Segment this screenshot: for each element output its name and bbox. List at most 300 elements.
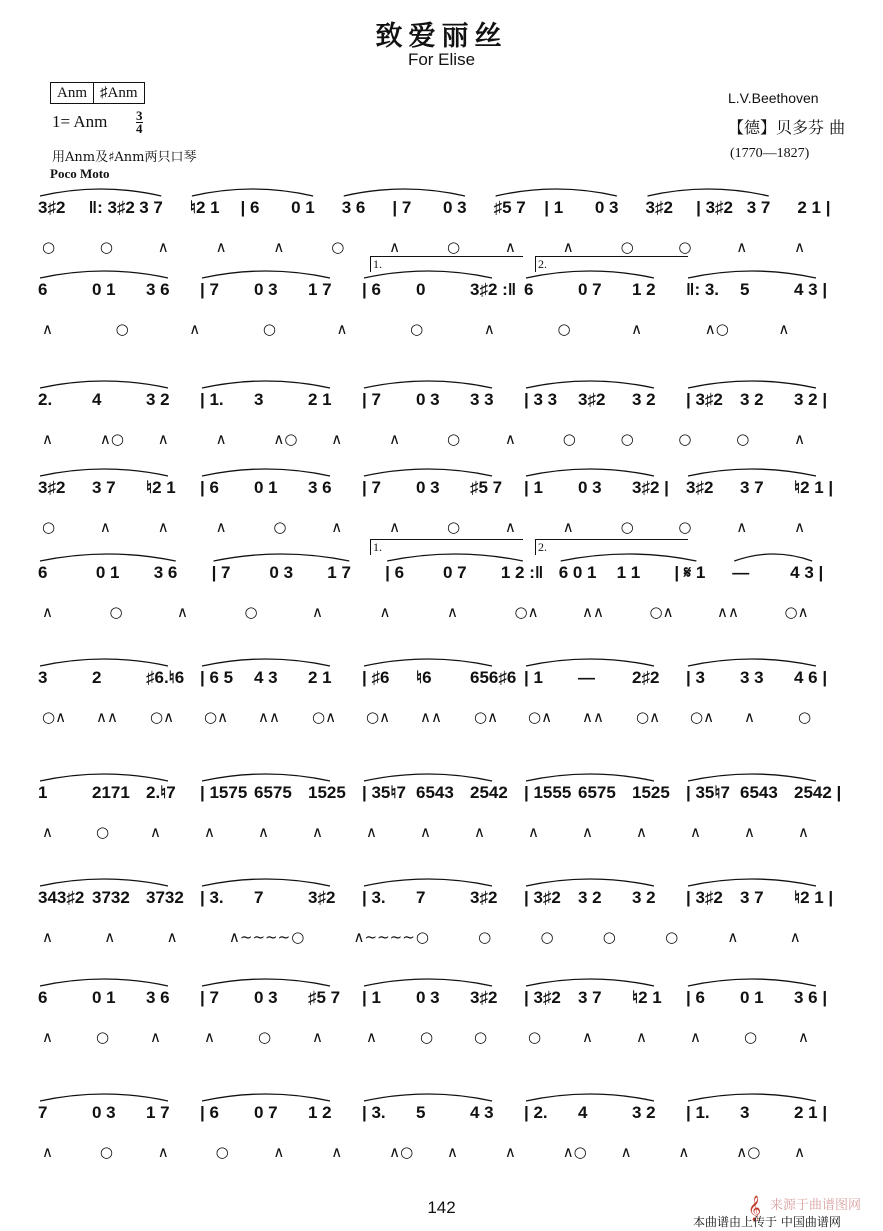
slur-arc xyxy=(364,659,492,666)
breath-row xyxy=(30,238,860,258)
breath-mark: ∧ xyxy=(690,823,701,841)
note-group: 0 3 xyxy=(416,478,440,497)
note-group: 4 3 | xyxy=(794,280,828,299)
note-group: 0 3 xyxy=(594,198,619,217)
note-group: 3 7 xyxy=(740,478,764,497)
note-group: 6543 xyxy=(416,783,454,802)
note-row xyxy=(30,198,860,226)
breath-mark: ○ xyxy=(273,518,287,536)
breath-mark: ○∧ xyxy=(690,708,715,726)
note-group: 4 3 | xyxy=(790,563,824,582)
note-group: | 7 xyxy=(211,563,231,582)
note-group: 3 3 xyxy=(740,668,764,687)
note-group: 7 xyxy=(254,888,264,907)
note-group: 5 xyxy=(416,1103,426,1122)
note-group: 3 6 xyxy=(146,988,170,1007)
breath-mark: ○ xyxy=(99,1143,113,1161)
note-group: 0 1 xyxy=(95,563,120,582)
note-group: 3♯2 xyxy=(470,888,498,907)
note-group: 3♯2 xyxy=(686,478,714,497)
note-group: | 7 xyxy=(392,198,412,217)
slur-arc xyxy=(688,979,816,986)
note-row xyxy=(30,988,860,1016)
note-group: | 3. xyxy=(200,888,224,907)
note-group: 4 3 xyxy=(254,668,278,687)
breath-mark: ○ xyxy=(528,1028,542,1046)
breath-mark: ∧ xyxy=(166,928,178,946)
breath-mark: ∧ xyxy=(504,238,516,256)
breath-mark: ∧ xyxy=(42,603,53,621)
slur-arc xyxy=(526,979,654,986)
note-group: 3 xyxy=(740,1103,750,1122)
breath-mark: ∧ xyxy=(42,430,53,448)
breath-mark: ∧ xyxy=(620,1143,632,1161)
note-group: ♮2 1 xyxy=(189,198,220,217)
composer-english: L.V.Beethoven xyxy=(728,90,819,106)
breath-mark: ∧○ xyxy=(704,320,729,338)
note-group: — xyxy=(578,668,595,687)
breath-mark: ∧ xyxy=(582,823,593,841)
tempo-marking: Poco Moto xyxy=(50,166,110,181)
breath-mark: ∧ xyxy=(273,238,285,256)
breath-mark: ∧ xyxy=(189,320,201,338)
slur-arc xyxy=(344,189,465,196)
slur-arc xyxy=(688,774,816,781)
watermark-source: 来源于曲谱图网 xyxy=(770,1198,862,1213)
note-group: 3 xyxy=(38,668,48,687)
note-group: | 7 xyxy=(362,478,381,497)
note-group: | 3♯2 xyxy=(696,198,734,217)
note-group: 7 xyxy=(416,888,426,907)
note-group: 2542 xyxy=(470,783,508,802)
breath-row xyxy=(30,928,860,948)
breath-mark: ∧ xyxy=(331,518,343,536)
note-group: 0 7 xyxy=(254,1103,278,1122)
harp-key-2: ♯Anm xyxy=(93,83,144,103)
note-group: 1 7 xyxy=(327,563,351,582)
note-group: 3732 xyxy=(146,888,184,907)
note-group: — xyxy=(732,563,750,582)
note-group: | 6 xyxy=(200,478,219,497)
breath-mark: ○ xyxy=(665,928,679,946)
note-group: 0 3 xyxy=(443,198,467,217)
breath-mark: ∧∧ xyxy=(258,708,280,726)
breath-mark: ∧ xyxy=(204,1028,215,1046)
breath-mark: ∧ xyxy=(157,238,169,256)
breath-mark: ∧○ xyxy=(562,1143,587,1161)
slur-arc xyxy=(202,271,330,278)
breath-mark: ○ xyxy=(736,430,750,448)
note-group: 3♯2 xyxy=(38,478,66,497)
breath-mark: ○ xyxy=(620,518,634,536)
slur-arc xyxy=(40,381,168,388)
note-group: 3 6 xyxy=(308,478,332,497)
slur-arc xyxy=(40,189,161,196)
note-group: 4 6 | xyxy=(794,668,828,687)
breath-mark: ∧~~~~ xyxy=(228,928,291,946)
note-group: | 1555 xyxy=(524,783,572,802)
note-group: 1 xyxy=(38,783,48,802)
note-group: 1525 xyxy=(632,783,670,802)
breath-mark: ○ xyxy=(96,1028,110,1046)
breath-row xyxy=(30,708,860,728)
note-group: ♮2 1 xyxy=(146,478,176,497)
slur-marks xyxy=(30,970,860,1065)
breath-mark: ∧ xyxy=(379,603,391,621)
treble-clef-icon: 𝄞 xyxy=(748,1196,762,1221)
note-row xyxy=(30,563,860,591)
note-group: | 35♮7 xyxy=(686,783,730,802)
note-group: 1 1 xyxy=(616,563,641,582)
breath-mark: ∧ xyxy=(331,1143,343,1161)
breath-mark: ○∧ xyxy=(514,603,539,621)
note-group: 0 3 xyxy=(416,390,440,409)
note-group: 2542 | xyxy=(794,783,842,802)
slur-arc xyxy=(526,659,654,666)
note-group: 1 2 :‖ xyxy=(500,563,544,582)
breath-mark: ∧ xyxy=(157,1143,169,1161)
breath-row xyxy=(30,518,860,538)
breath-mark: ∧ xyxy=(99,518,111,536)
harp-instruction: 用Anm及♯Anm两只口琴 xyxy=(52,150,197,165)
slur-arc xyxy=(688,1094,816,1101)
breath-mark: ○ xyxy=(540,928,554,946)
breath-mark: ∧ xyxy=(736,238,748,256)
note-group: 3 7 xyxy=(92,478,116,497)
slur-arc xyxy=(364,381,492,388)
breath-mark: ○∧ xyxy=(784,603,809,621)
slur-arc xyxy=(202,1094,330,1101)
breath-mark: ∧ xyxy=(312,603,323,621)
slur-marks xyxy=(30,650,860,745)
breath-mark: ○ xyxy=(678,430,692,448)
breath-mark: ∧ xyxy=(150,823,161,841)
key-signature: 1= Anm xyxy=(52,112,108,131)
note-group: 6 xyxy=(38,280,48,299)
breath-mark: ∧ xyxy=(312,1028,323,1046)
note-group: 0 1 xyxy=(254,478,278,497)
breath-mark: ∧ xyxy=(794,430,806,448)
note-group: | 6 xyxy=(362,280,381,299)
score-line xyxy=(30,650,860,745)
slur-arc xyxy=(202,469,330,476)
breath-mark: ∧ xyxy=(273,1143,285,1161)
breath-mark: ∧ xyxy=(504,430,516,448)
breath-mark: ∧ xyxy=(483,320,495,338)
note-group: | 1. xyxy=(686,1103,710,1122)
note-group: 3 6 xyxy=(153,563,178,582)
slur-arc xyxy=(364,879,492,886)
note-group: | 𝄋 1 xyxy=(674,563,706,582)
breath-mark: ∧ xyxy=(215,518,227,536)
breath-row xyxy=(30,823,860,843)
slur-arc xyxy=(192,189,313,196)
breath-mark: ∧○ xyxy=(389,1143,414,1161)
slur-arc xyxy=(40,271,168,278)
breath-mark: ○ xyxy=(96,823,110,841)
page-title: 致爱丽丝 xyxy=(375,21,508,52)
note-group: 3♯2 | xyxy=(632,478,669,497)
breath-mark: ○ xyxy=(478,928,492,946)
note-group: 4 xyxy=(92,390,102,409)
note-row xyxy=(30,783,860,811)
breath-mark: ○ xyxy=(557,320,571,338)
note-group: 2 1 xyxy=(308,668,332,687)
breath-mark: ○∧ xyxy=(312,708,337,726)
breath-mark: ○ xyxy=(42,238,56,256)
breath-mark: ○∧ xyxy=(636,708,661,726)
note-group: 7 xyxy=(38,1103,48,1122)
note-group: 3 7 xyxy=(139,198,163,217)
breath-mark: ∧ xyxy=(678,1143,690,1161)
breath-mark: ∧∧ xyxy=(582,603,604,621)
note-group: 2 1 | xyxy=(797,198,831,217)
note-group: 3 7 xyxy=(746,198,771,217)
time-signature xyxy=(136,110,143,135)
slur-arc xyxy=(688,469,816,476)
breath-mark: ○ xyxy=(291,928,305,946)
note-group: 6 xyxy=(38,988,48,1007)
breath-mark: ∧ xyxy=(215,430,227,448)
slur-arc xyxy=(40,554,176,561)
note-group: | 6 xyxy=(686,988,705,1007)
note-group: | 3. xyxy=(362,1103,386,1122)
breath-mark: ○∧ xyxy=(204,708,229,726)
breath-mark: ∧ xyxy=(177,603,188,621)
breath-mark: ∧ xyxy=(389,430,401,448)
slur-arc xyxy=(561,554,697,561)
harp-key-box xyxy=(50,82,145,104)
breath-mark: ∧ xyxy=(636,823,647,841)
note-group: 6543 xyxy=(740,783,778,802)
slur-arc xyxy=(688,381,816,388)
note-group: | 6 xyxy=(200,1103,219,1122)
slur-marks xyxy=(30,262,860,357)
slur-marks xyxy=(30,545,860,640)
note-group: ♯5 7 xyxy=(470,478,503,497)
breath-mark: ○ xyxy=(562,430,576,448)
note-group: 3 xyxy=(254,390,264,409)
breath-mark: ∧ xyxy=(42,823,53,841)
note-group: 2 xyxy=(92,668,102,687)
breath-mark: ∧ xyxy=(157,430,169,448)
slur-arc xyxy=(526,1094,654,1101)
note-group: 0 3 xyxy=(254,988,278,1007)
breath-mark: ∧∧ xyxy=(96,708,118,726)
note-group: 3 7 xyxy=(740,888,764,907)
breath-mark: ∧ xyxy=(366,823,377,841)
breath-mark: ∧ xyxy=(778,320,790,338)
breath-mark: ○ xyxy=(678,238,692,256)
breath-mark: ∧○ xyxy=(99,430,124,448)
composer-chinese: 【德】贝多芬 曲 xyxy=(728,118,846,137)
breath-mark: ∧ xyxy=(562,518,574,536)
breath-mark: ○ xyxy=(262,320,276,338)
slur-arc xyxy=(40,774,168,781)
note-group: | 1 xyxy=(362,988,381,1007)
note-group: ♯5 7 xyxy=(308,988,341,1007)
breath-mark: ○ xyxy=(447,430,461,448)
note-group: 0 7 xyxy=(443,563,467,582)
note-group: ♯6.♮6 xyxy=(146,668,185,687)
breath-mark: ○∧ xyxy=(649,603,674,621)
slur-arc xyxy=(688,271,816,278)
breath-mark: ∧ xyxy=(389,518,401,536)
breath-mark: ∧ xyxy=(42,1143,53,1161)
slur-arc xyxy=(526,774,654,781)
breath-mark: ∧ xyxy=(528,823,539,841)
note-group: 3 2 xyxy=(146,390,170,409)
note-group: 0 7 xyxy=(578,280,602,299)
breath-mark: ∧ xyxy=(258,823,269,841)
breath-mark: ○ xyxy=(602,928,616,946)
slur-arc xyxy=(40,659,168,666)
slur-arc xyxy=(526,879,654,886)
breath-mark: ○ xyxy=(420,1028,434,1046)
breath-mark: ∧ xyxy=(562,238,574,256)
slur-arc xyxy=(40,469,168,476)
harp-key-1: Anm xyxy=(57,85,87,101)
note-group: 0 1 xyxy=(92,988,116,1007)
breath-mark: ∧ xyxy=(798,823,809,841)
note-group: 3♯2 xyxy=(308,888,336,907)
score-line xyxy=(30,970,860,1065)
breath-mark: ∧ xyxy=(312,823,323,841)
score-line xyxy=(30,372,860,467)
slur-arc xyxy=(40,879,168,886)
breath-mark: ∧ xyxy=(727,928,739,946)
note-group: 0 3 xyxy=(578,478,602,497)
slur-arc xyxy=(526,469,654,476)
note-group: 3♯2 xyxy=(38,198,66,217)
breath-mark: ○∧ xyxy=(474,708,499,726)
note-group: ♮2 1 | xyxy=(794,888,834,907)
note-group: 1 2 xyxy=(308,1103,332,1122)
note-group: ♯5 7 xyxy=(493,198,526,217)
note-group: 343♯2 xyxy=(38,888,85,907)
slur-marks xyxy=(30,765,860,860)
breath-mark: ∧ xyxy=(794,1143,806,1161)
breath-mark: ○ xyxy=(798,708,812,726)
note-group: 0 3 xyxy=(269,563,294,582)
page-subtitle: For Elise xyxy=(407,50,476,69)
breath-mark: ○ xyxy=(744,1028,758,1046)
breath-mark: ∧ xyxy=(42,1028,53,1046)
note-row xyxy=(30,668,860,696)
slur-arc xyxy=(40,979,168,986)
breath-mark: ○ xyxy=(620,238,634,256)
note-group: | 3 3 xyxy=(524,390,558,409)
volta-ending: 2. xyxy=(535,539,688,555)
note-group: | 7 xyxy=(362,390,381,409)
note-row xyxy=(30,280,860,308)
breath-row xyxy=(30,430,860,450)
slur-arc xyxy=(202,979,330,986)
note-group: 0 1 xyxy=(92,280,116,299)
time-sig-top: 3 xyxy=(136,108,143,123)
slur-arc xyxy=(526,271,654,278)
note-group: | 3♯2 xyxy=(686,390,723,409)
note-group: | 1 xyxy=(524,668,543,687)
note-group: 3♯2 xyxy=(578,390,606,409)
breath-row xyxy=(30,603,860,623)
breath-mark: ∧∧ xyxy=(420,708,442,726)
breath-mark: ○ xyxy=(620,430,634,448)
note-group: | 35♮7 xyxy=(362,783,406,802)
slur-arc xyxy=(364,271,492,278)
slur-arc xyxy=(734,554,812,561)
slur-arc xyxy=(364,1094,492,1101)
breath-mark: ○ xyxy=(410,320,424,338)
note-group: | 2. xyxy=(524,1103,548,1122)
note-group: ♮2 1 xyxy=(632,988,662,1007)
note-row xyxy=(30,1103,860,1131)
breath-mark: ∧○ xyxy=(736,1143,761,1161)
note-group: ‖: 3♯2 xyxy=(88,198,135,217)
note-group: | 1. xyxy=(200,390,224,409)
breath-mark: ○ xyxy=(447,238,461,256)
breath-mark: ○ xyxy=(115,320,129,338)
breath-mark: ∧ xyxy=(420,823,431,841)
breath-mark: ○ xyxy=(331,238,345,256)
breath-mark: ○ xyxy=(215,1143,229,1161)
note-group: | 1 xyxy=(544,198,564,217)
breath-mark: ∧ xyxy=(504,518,516,536)
breath-mark: ∧ xyxy=(157,518,169,536)
note-group: 1 7 xyxy=(308,280,332,299)
volta-ending: 1. xyxy=(370,256,523,272)
watermark-upload: 本曲谱由上传于 中国曲谱网 xyxy=(693,1215,841,1229)
breath-mark: ∧∧ xyxy=(717,603,739,621)
breath-mark: ∧ xyxy=(42,320,53,338)
slur-marks xyxy=(30,372,860,467)
score-line xyxy=(30,257,860,357)
breath-mark: ∧ xyxy=(150,1028,161,1046)
breath-mark: ○ xyxy=(415,928,429,946)
note-group: 3 7 xyxy=(578,988,602,1007)
page-number: 142 xyxy=(427,1198,456,1217)
note-group: 3 2 xyxy=(632,888,656,907)
slur-arc xyxy=(364,774,492,781)
slur-arc xyxy=(202,879,330,886)
note-group: 2 1 | xyxy=(794,1103,828,1122)
breath-mark: ○∧ xyxy=(42,708,67,726)
breath-row xyxy=(30,1028,860,1048)
note-group: 2. xyxy=(38,390,53,409)
note-group: 1 7 xyxy=(146,1103,170,1122)
breath-mark: ∧ xyxy=(690,1028,701,1046)
note-group: ♮6 xyxy=(416,668,432,687)
breath-mark: ∧ xyxy=(42,928,53,946)
breath-mark: ○ xyxy=(42,518,56,536)
note-group: | 3♯2 xyxy=(686,888,723,907)
breath-mark: ○ xyxy=(678,518,692,536)
note-group: ♮2 1 | xyxy=(794,478,834,497)
slur-arc xyxy=(526,381,654,388)
breath-mark: ∧ xyxy=(744,708,755,726)
slur-arc xyxy=(387,554,523,561)
breath-mark: ∧ xyxy=(474,823,485,841)
breath-mark: ○ xyxy=(109,603,123,621)
breath-mark: ∧ xyxy=(215,238,227,256)
note-group: 0 3 xyxy=(416,988,440,1007)
score-line xyxy=(30,1085,860,1180)
breath-mark: ○∧ xyxy=(150,708,175,726)
slur-arc xyxy=(202,659,330,666)
breath-mark: ∧ xyxy=(336,320,348,338)
slur-arc xyxy=(214,554,350,561)
volta-ending: 2. xyxy=(535,256,688,272)
